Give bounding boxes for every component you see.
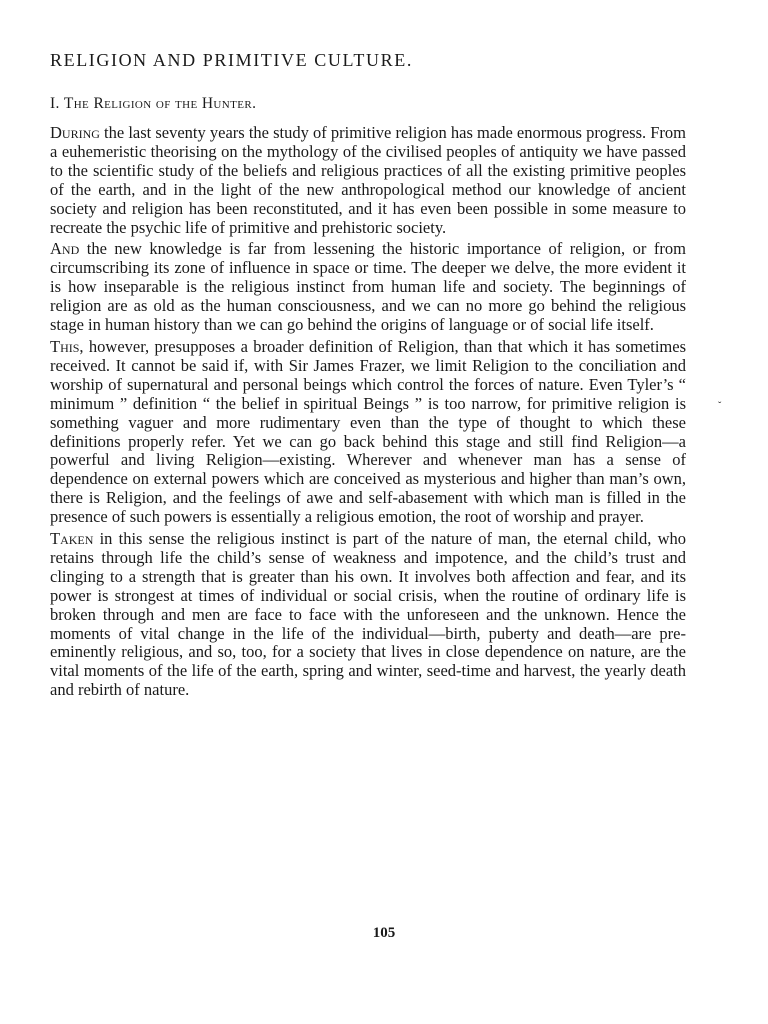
paragraph-1-lead: During: [50, 123, 100, 142]
paragraph-2-text: the new knowledge is far from lessening the historic importance of religion, or from circumscribing its zone of influence in space or time. The deeper we delve, the more evident it is how inseparable is the religious instinct from human life and society. The beginnings of religion are as old as the human consciousness, and we can no more go behind the religious stage in human history than we can go behind the origins of language or of social life itself.: [50, 239, 686, 335]
paragraph-3-text: however, presupposes a broader definition of Religion, than that which it has sometimes received. It cannot be said if, with Sir James Frazer, we limit Religion to the conciliation and worship of supernatural and personal beings which control the forces of nature. Even Tyler’s “ minimum ” definition “ the belief in spiritual Beings ” is too narrow, for primitive religion is something vaguer and more rudimentary even than the type of thought to which these definitions properly refer. Yet we can go back behind this stage and still find Religion—a powerful and living Religion—existing. Wherever and whenever man has a sense of dependence on external powers which are conceived as mysterious and higher than man’s own, there is Religion, and the feelings of awe and self-abasement with which man is filled in the presence of such powers is essentially a religious emotion, the root of worship and prayer.: [50, 336, 686, 527]
paragraph-4-text: in this sense the religious instinct is part of the nature of man, the eternal child, who retains through life the child’s sense of weakness and impotence, and the child’s trust and clinging to a strength that is greater than his own. It involves both affection and fear, and its power is strongest at times of individual or social crisis, when the routine of ordinary life is broken through and men are face to face with the unforeseen and the unknown. Hence the moments of vital change in the life of the individual—birth, puberty and death—are pre-eminently religious, and so, too, for a society that lives in close dependence on nature, are the vital moments of the life of the earth, spring and winter, seed-time and harvest, the yearly death and rebirth of nature.: [50, 529, 686, 700]
page-number: 105: [372, 925, 396, 941]
section-heading: I. The Religion of the Hunter.: [50, 95, 257, 112]
paragraph-2-lead: And: [50, 239, 80, 259]
paragraph-1-text: the last seventy years the study of primitive religion has made enormous progress. From a euhemeristic theorising on the mythology of the civilised peoples of antiquity we have passed to the scientific study of the beliefs and religious practices of all the existing primitive peoples of the earth, and in the light of the new anthropological method our knowledge of ancient society and religion has been reconstituted, and it has even been possible in some measure to recreate the psychic life of primitive and prehistoric society.: [50, 123, 687, 237]
margin-mark: ˇ: [718, 401, 722, 412]
body-text: [50, 124, 686, 703]
paragraph-3-lead: This,: [50, 336, 84, 356]
paragraph-1: [50, 124, 686, 237]
paragraph-4-lead: Taken: [50, 529, 94, 549]
paragraph-4: [50, 530, 686, 700]
running-head: RELIGION AND PRIMITIVE CULTURE.: [50, 50, 413, 70]
paragraph-3: [50, 338, 686, 527]
paragraph-2: [50, 240, 686, 335]
